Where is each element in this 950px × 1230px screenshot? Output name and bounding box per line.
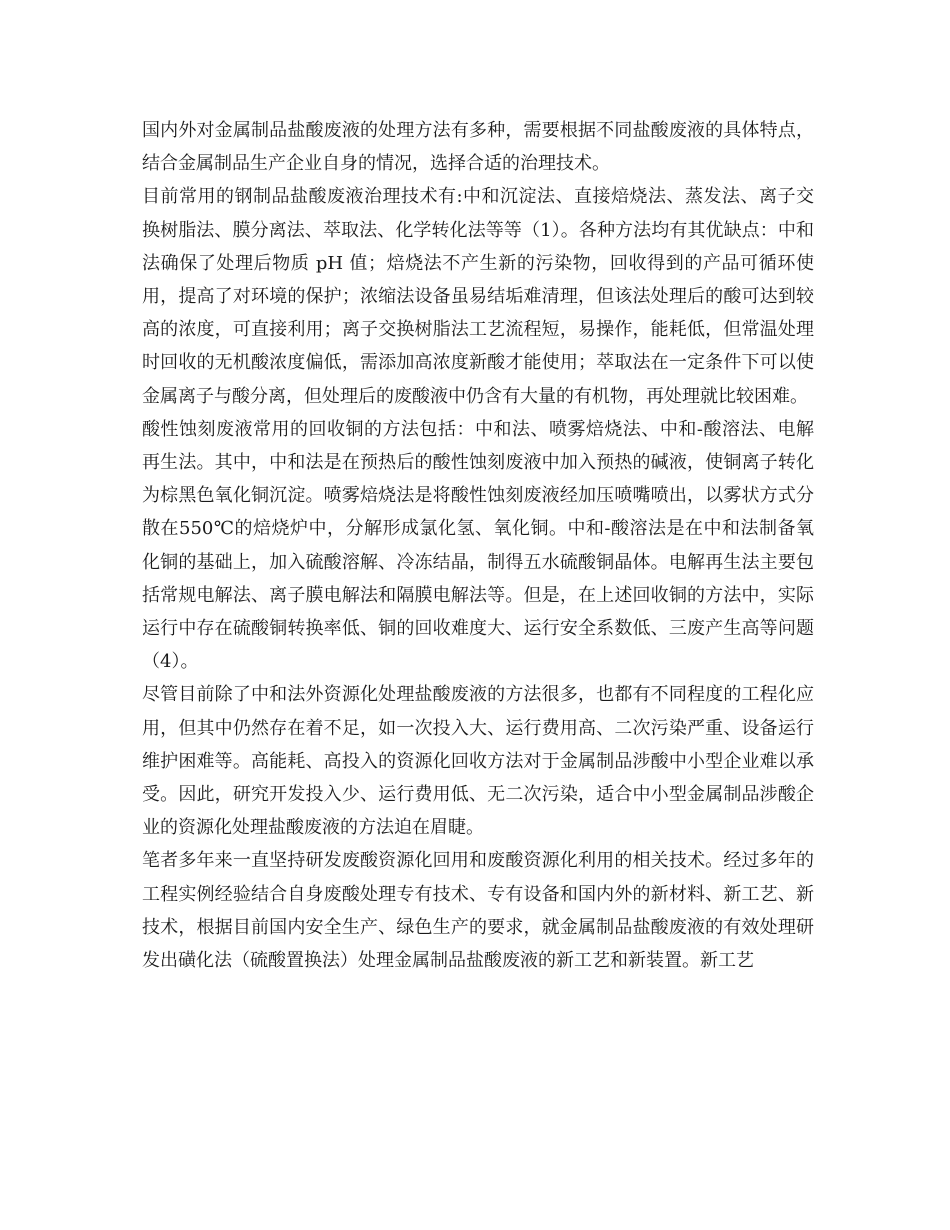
paragraph-existing-shortcomings: 尽管目前除了中和法外资源化处理盐酸废液的方法很多，也都有不同程度的工程化应用，但其中仍然存在着不足，如一次投入大、运行费用高、二次污染严重、设备运行维护困难等。高能耗、高投入的资源化回收方法对于金属制品涉酸中小型企业难以承受。因此，研究开发投入少、运行费用低、无二次污染，适合中小型金属制品涉酸企业的资源化处理盐酸废液的方法迫在眉睫。 [142, 684, 814, 839]
paragraph-treatment-overview: 国内外对金属制品盐酸废液的处理方法有多种，需要根据不同盐酸废液的具体特点，结合金属制品生产企业自身的情况，选择合适的治理技术。 [142, 120, 814, 175]
document-body [142, 114, 814, 977]
paragraph-common-technologies: 目前常用的钢制品盐酸废液治理技术有:中和沉淀法、直接焙烧法、蒸发法、离子交换树脂法、膜分离法、萃取法、化学转化法等等（1）。各种方法均有其优缺点：中和法确保了处理后物质 pH 值；焙烧法不产生新的污染物，回收得到的产品可循环使用，提高了对环境的保护；浓缩法设备虽易结垢难清理，但该法处理后的酸可达到较高的浓度，可直接利用；离子交换树脂法工艺流程短，易操作，能耗低，但常温处理时回收的无机酸浓度偏低，需添加高浓度新酸才能使用；萃取法在一定条件下可以使金属离子与酸分离，但处理后的废酸液中仍含有大量的有机物，再处理就比较困难。 [142, 186, 814, 407]
paragraph-author-research: 笔者多年来一直坚持研发废酸资源化回用和废酸资源化利用的相关技术。经过多年的工程实例经验结合自身废酸处理专有技术、专有设备和国内外的新材料、新工艺、新技术，根据目前国内安全生产、绿色生产的要求，就金属制品盐酸废液的有效处理研发出磺化法（硫酸置换法）处理金属制品盐酸废液的新工艺和新装置。新工艺 [142, 850, 814, 972]
paragraph-copper-recovery: 酸性蚀刻废液常用的回收铜的方法包括：中和法、喷雾焙烧法、中和-酸溶法、电解再生法。其中，中和法是在预热后的酸性蚀刻废液中加入预热的碱液，使铜离子转化为棕黑色氧化铜沉淀。喷雾焙烧法是将酸性蚀刻废液经加压喷嘴喷出，以雾状方式分散在550℃的焙烧炉中，分解形成氯化氢、氧化铜。中和-酸溶法是在中和法制备氧化铜的基础上，加入硫酸溶解、冷冻结晶，制得五水硫酸铜晶体。电解再生法主要包括常规电解法、离子膜电解法和隔膜电解法等。但是，在上述回收铜的方法中，实际运行中存在硫酸铜转换率低、铜的回收难度大、运行安全系数低、三废产生高等问题（4）。 [142, 418, 814, 673]
